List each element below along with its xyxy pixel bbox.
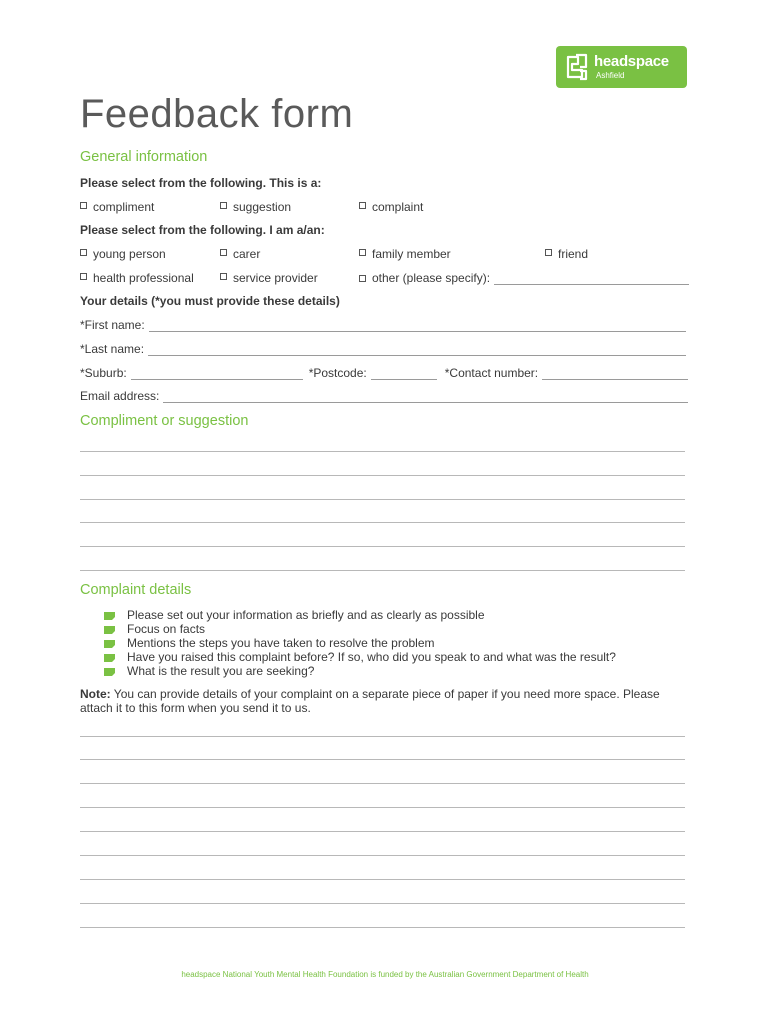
- option-health-professional[interactable]: health professional: [80, 271, 194, 285]
- checkbox-icon: [80, 202, 87, 209]
- option-service-provider[interactable]: service provider: [220, 271, 318, 285]
- option-carer[interactable]: carer: [220, 247, 260, 261]
- option-friend[interactable]: friend: [545, 247, 588, 261]
- option-other[interactable]: other (please specify):: [359, 271, 689, 285]
- compliment-line-2[interactable]: [80, 475, 685, 476]
- green-note-icon: [104, 625, 115, 634]
- compliment-line-6[interactable]: [80, 570, 685, 571]
- suburb-label: *Suburb:: [80, 366, 127, 380]
- option-suggestion[interactable]: suggestion: [220, 200, 291, 214]
- option-complaint[interactable]: complaint: [359, 200, 423, 214]
- suburb-line[interactable]: [131, 367, 303, 380]
- complaint-line-1[interactable]: [80, 736, 685, 737]
- green-note-icon: [104, 667, 115, 676]
- compliment-line-3[interactable]: [80, 499, 685, 500]
- note-text: You can provide details of your complaint on a separate piece of paper if you need more space. Please attach it to this form when you send it to us.: [80, 687, 660, 715]
- compliment-line-1[interactable]: [80, 451, 685, 452]
- complaint-line-7[interactable]: [80, 879, 685, 880]
- list-item: Have you raised this complaint before? If so, who did you speak to and what was the result?: [104, 650, 616, 664]
- email-line[interactable]: [163, 390, 688, 403]
- complaint-guidance-list: [104, 608, 616, 678]
- last-name-line[interactable]: [148, 343, 686, 356]
- list-item: Mentions the steps you have taken to resolve the problem: [104, 636, 616, 650]
- complaint-line-3[interactable]: [80, 783, 685, 784]
- option-family-member[interactable]: family member: [359, 247, 451, 261]
- checkbox-icon: [220, 273, 227, 280]
- logo-wordmark: headspace: [594, 53, 669, 70]
- checkbox-icon: [359, 275, 366, 282]
- headspace-logo: [556, 46, 687, 88]
- headspace-mark-icon: [564, 53, 590, 81]
- details-heading: Your details (*you must provide these details): [80, 294, 340, 308]
- option-young-person[interactable]: young person: [80, 247, 166, 261]
- type-prompt: Please select from the following. This is a:: [80, 176, 322, 190]
- checkbox-icon: [545, 249, 552, 256]
- note-label: Note:: [80, 687, 111, 701]
- logo-location: Ashfield: [596, 71, 625, 80]
- suburb-postcode-contact-row: [80, 366, 688, 380]
- last-name-field[interactable]: *Last name:: [80, 342, 686, 356]
- compliment-line-5[interactable]: [80, 546, 685, 547]
- postcode-label: *Postcode:: [308, 366, 367, 380]
- contact-line[interactable]: [542, 367, 688, 380]
- complaint-line-5[interactable]: [80, 831, 685, 832]
- list-item: Focus on facts: [104, 622, 616, 636]
- complaint-note: [80, 687, 690, 715]
- complaint-heading: Complaint details: [80, 582, 192, 598]
- other-specify-line[interactable]: [494, 272, 689, 285]
- list-item: Please set out your information as briefly and as clearly as possible: [104, 608, 616, 622]
- complaint-line-4[interactable]: [80, 807, 685, 808]
- green-note-icon: [104, 639, 115, 648]
- contact-label: *Contact number:: [444, 366, 539, 380]
- checkbox-icon: [80, 249, 87, 256]
- option-compliment[interactable]: compliment: [80, 200, 154, 214]
- checkbox-icon: [220, 202, 227, 209]
- email-field[interactable]: Email address:: [80, 389, 688, 403]
- list-item: What is the result you are seeking?: [104, 664, 616, 678]
- green-note-icon: [104, 653, 115, 662]
- page-title: Feedback form: [80, 92, 354, 136]
- footer-text: headspace National Youth Mental Health Foundation is funded by the Australian Government Department of Health: [181, 970, 589, 979]
- role-prompt: Please select from the following. I am a/an:: [80, 223, 325, 237]
- complaint-line-2[interactable]: [80, 759, 685, 760]
- complaint-line-8[interactable]: [80, 903, 685, 904]
- first-name-field[interactable]: *First name:: [80, 318, 686, 332]
- postcode-line[interactable]: [371, 367, 437, 380]
- checkbox-icon: [220, 249, 227, 256]
- checkbox-icon: [359, 202, 366, 209]
- complaint-line-9[interactable]: [80, 927, 685, 928]
- checkbox-icon: [359, 249, 366, 256]
- compliment-heading: Compliment or suggestion: [80, 413, 249, 429]
- general-info-heading: General information: [80, 149, 208, 165]
- green-note-icon: [104, 611, 115, 620]
- checkbox-icon: [80, 273, 87, 280]
- compliment-line-4[interactable]: [80, 522, 685, 523]
- complaint-line-6[interactable]: [80, 855, 685, 856]
- first-name-line[interactable]: [149, 319, 686, 332]
